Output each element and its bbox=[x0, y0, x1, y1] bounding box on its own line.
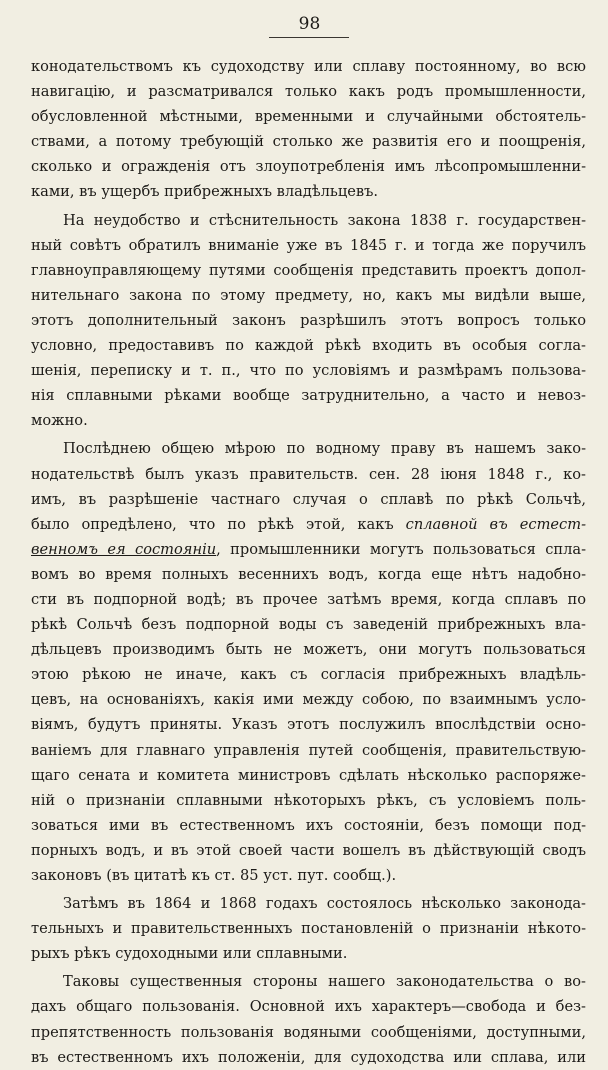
paragraph-3 bbox=[31, 436, 586, 888]
paragraph-1 bbox=[31, 54, 586, 205]
text-line: нія сплавными рѣками вообще затруднительно, а часто и невоз- bbox=[31, 387, 586, 405]
text-line: На неудобство и стѣснительность закона 1838 г. государствен- bbox=[63, 211, 586, 229]
text-run: , промышленники могутъ пользоваться спла- bbox=[216, 540, 586, 558]
text-line: ствами, а потому требующій столько же развитія его и поощренія, bbox=[31, 133, 586, 151]
header-rule bbox=[269, 37, 349, 38]
text-run: было опредѣлено, что по рѣкѣ этой, какъ bbox=[31, 515, 394, 533]
paragraph-2 bbox=[31, 208, 586, 434]
text-line: цевъ, на основаніяхъ, какія ими между собою, по взаимнымъ усло- bbox=[31, 691, 586, 709]
page-number: 98 bbox=[298, 14, 321, 34]
text-line: сти въ подпорной водѣ; въ прочее затѣмъ время, когда сплавъ по bbox=[31, 590, 586, 608]
text-line: главноуправляющему путями сообщенія представить проектъ допол- bbox=[31, 261, 586, 279]
text-line: ній о признаніи сплавными нѣкоторыхъ рѣкъ, съ условіемъ поль- bbox=[31, 791, 586, 809]
paragraph-4 bbox=[31, 891, 586, 966]
text-line: нительнаго закона по этому предмету, но, какъ мы видѣли выше, bbox=[31, 286, 586, 304]
paragraph-5 bbox=[31, 969, 586, 1069]
text-line: ваніемъ для главнаго управленія путей сообщенія, правительствую- bbox=[31, 741, 586, 759]
text-line: этотъ дополнительный законъ разрѣшилъ этотъ вопросъ только bbox=[31, 311, 586, 329]
text-line: дѣльцевъ производимъ быть не можетъ, они могутъ пользоваться bbox=[31, 641, 586, 659]
text-line: тельныхъ и правительственныхъ постановленій о признаніи нѣкото- bbox=[31, 920, 586, 938]
text-line: препятственность пользованія водяными сообщеніями, доступными, bbox=[31, 1023, 586, 1041]
text-line: вомъ во время полныхъ весеннихъ водъ, когда еще нѣтъ надобно- bbox=[31, 565, 586, 583]
text-line: въ естественномъ ихъ положеніи, для судоходства или сплава, или bbox=[31, 1048, 586, 1066]
text-line: Затѣмъ въ 1864 и 1868 годахъ состоялось нѣсколько законода- bbox=[63, 895, 586, 913]
text-line: законовъ (въ цитатѣ къ ст. 85 уст. пут. сообщ.). bbox=[31, 867, 397, 884]
text-line: рыхъ рѣкъ судоходными или сплавными. bbox=[31, 945, 348, 963]
text-line-with-italic bbox=[31, 512, 586, 537]
text-line: щаго сената и комитета министровъ сдѣлать нѣсколько распоряже- bbox=[31, 766, 586, 784]
text-line: нодательствѣ былъ указъ правительств. сен. 28 іюня 1848 г., ко- bbox=[31, 465, 586, 483]
text-line: имъ, въ разрѣшеніе частнаго случая о сплавѣ по рѣкѣ Сольчѣ, bbox=[31, 490, 586, 508]
text-line: дахъ общаго пользованія. Основной ихъ характеръ—свобода и без- bbox=[31, 998, 586, 1016]
italic-phrase: сплавной въ естест- bbox=[405, 515, 586, 533]
text-line: условно, предоставивъ по каждой рѣкѣ входить въ особыя согла- bbox=[31, 337, 586, 355]
text-line: сколько и огражденія отъ злоупотребленія имъ лѣсопромышленни- bbox=[31, 158, 586, 176]
text-line: ками, въ ущербъ прибрежныхъ владѣльцевъ. bbox=[31, 183, 378, 201]
text-line: рѣкѣ Сольчѣ безъ подпорной воды съ заведеній прибрежныхъ вла- bbox=[31, 616, 586, 634]
text-line: зоваться ими въ естественномъ ихъ состояніи, безъ помощи под- bbox=[31, 816, 586, 834]
text-line: конодательствомъ къ судоходству или сплаву постоянному, во всю bbox=[31, 58, 586, 75]
text-line: шенія, переписку и т. п., что по условіямъ и размѣрамъ пользова- bbox=[31, 362, 586, 380]
text-line: Послѣднею общею мѣрою по водному праву въ нашемъ зако- bbox=[63, 440, 586, 458]
text-line: обусловленной мѣстными, временными и случайными обстоятель- bbox=[31, 108, 586, 126]
text-line: можно. bbox=[31, 412, 88, 430]
text-line-with-italic bbox=[31, 537, 586, 562]
italic-phrase: венномъ ея состояніи bbox=[31, 540, 217, 558]
text-line: Таковы существенныя стороны нашего законодательства о во- bbox=[63, 973, 586, 991]
text-line: віямъ, будутъ приняты. Указъ этотъ послужилъ впослѣдствіи осно- bbox=[31, 716, 586, 734]
text-line: этою рѣкою не иначе, какъ съ согласія прибрежныхъ владѣль- bbox=[31, 666, 586, 684]
text-line: порныхъ водъ, и въ этой своей части вошелъ въ дѣйствующій сводъ bbox=[31, 841, 586, 859]
text-line: ный совѣтъ обратилъ вниманіе уже въ 1845 г. и тогда же поручилъ bbox=[31, 236, 586, 254]
text-line: навигацію, и разсматривался только какъ родъ промышленности, bbox=[31, 83, 586, 101]
